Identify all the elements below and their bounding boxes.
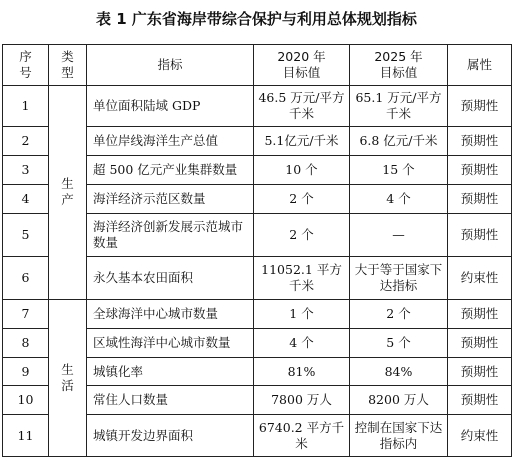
category-life	[49, 300, 87, 457]
indicator-name: 超 500 亿元产业集群数量	[87, 155, 254, 184]
attribute: 预期性	[448, 213, 512, 257]
row-number: 5	[3, 213, 49, 257]
indicator-name: 全球海洋中心城市数量	[87, 300, 254, 329]
table-row	[3, 300, 512, 329]
category-life-line2: 活	[61, 378, 74, 394]
header-target-2025	[350, 45, 448, 86]
attribute: 预期性	[448, 386, 512, 415]
header-type-line1: 类	[61, 48, 74, 64]
value-2020: 46.5 万元/平方千米	[254, 85, 350, 127]
value-2025: 4 个	[350, 184, 448, 213]
header-type-line2: 型	[61, 64, 74, 80]
row-number: 7	[3, 300, 49, 329]
attribute: 约束性	[448, 257, 512, 300]
header-seq-line1: 序	[19, 48, 32, 64]
value-2025: 2 个	[350, 300, 448, 329]
value-2020: 2 个	[254, 213, 350, 257]
category-production-line2: 产	[61, 192, 74, 208]
header-target-2025-line2: 目标值	[379, 64, 418, 80]
row-number: 9	[3, 357, 49, 386]
value-2020: 1 个	[254, 300, 350, 329]
row-number: 10	[3, 386, 49, 415]
indicator-name: 区域性海洋中心城市数量	[87, 328, 254, 357]
indicator-name: 单位岸线海洋生产总值	[87, 127, 254, 156]
attribute: 预期性	[448, 85, 512, 127]
row-number: 4	[3, 184, 49, 213]
header-target-2020-line1: 2020 年	[277, 48, 326, 64]
value-2025: 大于等于国家下达指标	[350, 257, 448, 300]
header-target-2020	[254, 45, 350, 86]
indicator-name: 常住人口数量	[87, 386, 254, 415]
row-number: 8	[3, 328, 49, 357]
row-number: 11	[3, 415, 49, 457]
header-seq	[3, 45, 49, 86]
value-2025: 6.8 亿元/千米	[350, 127, 448, 156]
value-2025: 84%	[350, 357, 448, 386]
value-2020: 11052.1 平方千米	[254, 257, 350, 300]
attribute: 预期性	[448, 357, 512, 386]
value-2025: 5 个	[350, 328, 448, 357]
header-attribute: 属性	[448, 45, 512, 86]
category-life-line1: 生	[61, 362, 74, 378]
value-2020: 4 个	[254, 328, 350, 357]
value-2025: 8200 万人	[350, 386, 448, 415]
attribute: 预期性	[448, 127, 512, 156]
value-2020: 5.1亿元/千米	[254, 127, 350, 156]
attribute: 预期性	[448, 184, 512, 213]
row-number: 2	[3, 127, 49, 156]
attribute: 约束性	[448, 415, 512, 457]
category-production	[49, 85, 87, 300]
value-2025: 控制在国家下达指标内	[350, 415, 448, 457]
row-number: 3	[3, 155, 49, 184]
indicator-name: 永久基本农田面积	[87, 257, 254, 300]
value-2025: —	[350, 213, 448, 257]
indicator-name: 城镇开发边界面积	[87, 415, 254, 457]
value-2020: 7800 万人	[254, 386, 350, 415]
category-production-line1: 生	[61, 176, 74, 192]
value-2025: 15 个	[350, 155, 448, 184]
header-seq-line2: 号	[19, 64, 32, 80]
planning-indicators-table	[2, 44, 512, 457]
header-target-2020-line2: 目标值	[282, 64, 321, 80]
table-title: 表 1 广东省海岸带综合保护与利用总体规划指标	[96, 10, 417, 28]
indicator-name: 单位面积陆域 GDP	[87, 85, 254, 127]
row-number: 6	[3, 257, 49, 300]
attribute: 预期性	[448, 300, 512, 329]
header-type	[49, 45, 87, 86]
indicator-name: 海洋经济示范区数量	[87, 184, 254, 213]
attribute: 预期性	[448, 155, 512, 184]
value-2020: 2 个	[254, 184, 350, 213]
indicator-name: 海洋经济创新发展示范城市数量	[87, 213, 254, 257]
attribute: 预期性	[448, 328, 512, 357]
table-row	[3, 85, 512, 127]
value-2020: 10 个	[254, 155, 350, 184]
header-row	[3, 45, 512, 86]
header-target-2025-line1: 2025 年	[374, 48, 423, 64]
row-number: 1	[3, 85, 49, 127]
value-2020: 81%	[254, 357, 350, 386]
header-indicator: 指标	[87, 45, 254, 86]
value-2020: 6740.2 平方千米	[254, 415, 350, 457]
value-2025: 65.1 万元/平方千米	[350, 85, 448, 127]
indicator-name: 城镇化率	[87, 357, 254, 386]
